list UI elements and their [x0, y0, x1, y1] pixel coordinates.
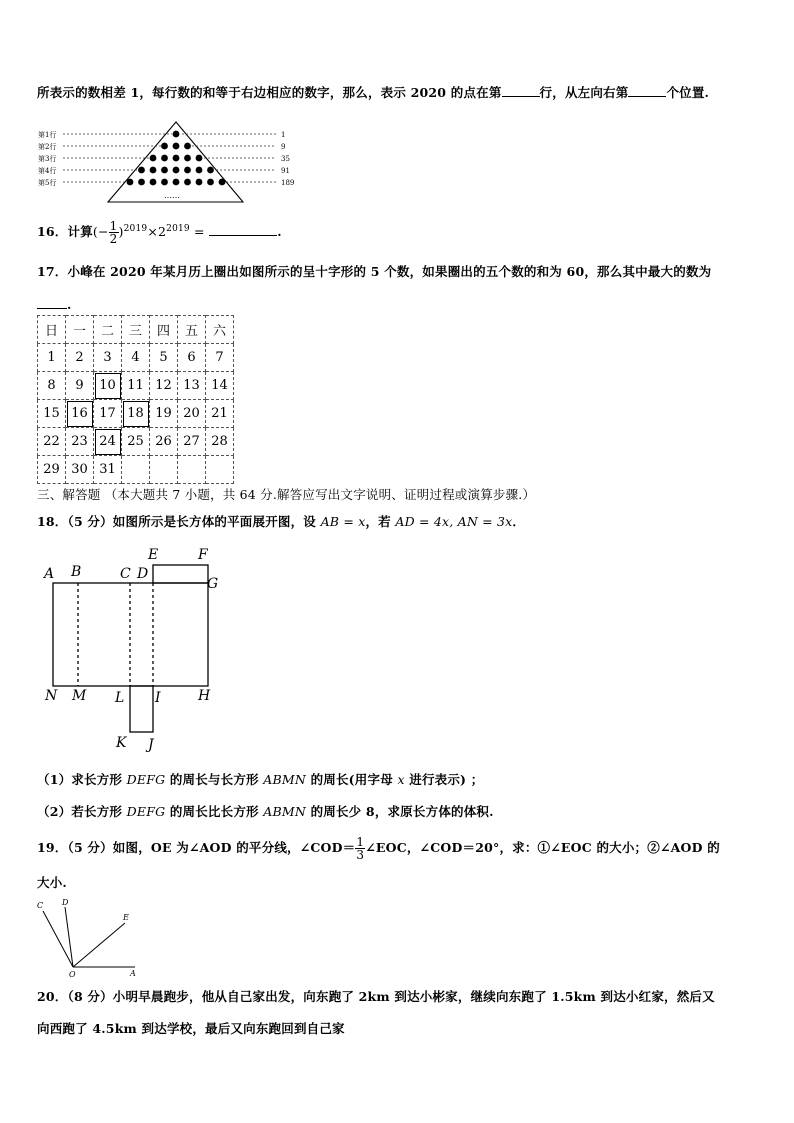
calendar-cell: 13	[178, 372, 206, 400]
q18-text: 18．（5 分）如图所示是长方体的平面展开图，设 AB = x，若 AD = 4x, AN = 3x．	[37, 514, 526, 529]
calendar-row	[38, 400, 234, 428]
calendar-cell-circled: 18	[122, 400, 150, 428]
q15-blank-row[interactable]	[502, 84, 540, 97]
row-label-2: 第2行	[38, 143, 57, 151]
triangle-dot	[184, 155, 191, 162]
calendar-cell: 27	[178, 428, 206, 456]
triangle-dot	[184, 143, 191, 150]
q16-expr-open: (−	[92, 224, 109, 239]
svg-text:E: E	[123, 913, 129, 922]
calendar-cell: 29	[38, 456, 66, 484]
net-top-face	[153, 565, 208, 583]
calendar-row	[38, 372, 234, 400]
calendar-cell: 21	[206, 400, 234, 428]
calendar-header-cell: 六	[206, 316, 234, 344]
q18-part1: （1）求长方形 DEFG 的周长与长方形 ABMN 的周长(用字母 x 进行表示) ；	[37, 772, 484, 787]
triangle-dot	[138, 179, 145, 186]
triangle-dot	[138, 167, 145, 174]
svg-text:B: B	[71, 564, 82, 580]
q19-text: 19．（5 分）如图，OE 为∠AOD 的平分线，∠COD＝ $\frac{1}{3}$ ∠EOC，∠COD＝20°，求：①∠EOC 的大小；②∠AOD 的	[37, 835, 720, 862]
q16-exp1: 2019	[123, 223, 148, 234]
calendar-cell: 7	[206, 344, 234, 372]
q17-answer: .	[37, 296, 72, 312]
svg-text:A: A	[44, 566, 55, 582]
q20-line2: 向西跑了 4.5km 到达学校，最后又向东跑回到自己家	[37, 1021, 345, 1036]
q16-exp2: 2019	[166, 223, 190, 234]
calendar-cell: 5	[150, 344, 178, 372]
calendar-header-cell: 一	[66, 316, 94, 344]
q19-angle-figure	[35, 897, 145, 979]
q18-net-figure	[40, 540, 240, 755]
triangle-dot	[161, 167, 168, 174]
calendar-cell-circled: 24	[94, 428, 122, 456]
calendar-cell: 12	[150, 372, 178, 400]
calendar-cell: 28	[206, 428, 234, 456]
triangle-dot	[173, 179, 180, 186]
svg-text:L: L	[115, 690, 125, 706]
calendar-header-cell: 日	[38, 316, 66, 344]
row-label-5: 第5行	[38, 179, 57, 187]
triangle-dot	[173, 131, 180, 138]
triangle-dot	[173, 167, 180, 174]
q15-blank-position[interactable]	[628, 84, 666, 97]
row-sum-3: 35	[281, 155, 290, 163]
svg-text:D: D	[62, 898, 69, 907]
calendar-cell: 8	[38, 372, 66, 400]
triangle-dot	[219, 179, 226, 186]
calendar-cell-circled: 16	[66, 400, 94, 428]
triangle-dot	[184, 179, 191, 186]
triangle-dot	[207, 167, 214, 174]
svg-text:C: C	[37, 901, 44, 910]
svg-text:M: M	[72, 688, 87, 704]
q16-label: 16．计算	[37, 224, 93, 239]
calendar-cell: 17	[94, 400, 122, 428]
calendar-cell: 1	[38, 344, 66, 372]
net-bottom-face	[130, 686, 153, 732]
q16-answer-blank[interactable]	[209, 223, 277, 236]
calendar-row	[38, 344, 234, 372]
triangle-dot	[161, 143, 168, 150]
row-sum-2: 9	[281, 143, 286, 151]
calendar-cell: 22	[38, 428, 66, 456]
triangle-dot	[207, 179, 214, 186]
triangle-dot	[196, 155, 203, 162]
triangle-dot	[196, 179, 203, 186]
calendar-row	[38, 428, 234, 456]
row-sum-5: 189	[281, 179, 295, 187]
calendar-cell: 23	[66, 428, 94, 456]
svg-text:E: E	[148, 547, 159, 563]
q16-times: ×2	[147, 224, 167, 239]
q20-line1: 20．（8 分）小明早晨跑步，他从自己家出发，向东跑了 2km 到达小彬家，继续向东跑了 1.5km 到达小红家，然后又	[37, 989, 715, 1004]
calendar-table	[37, 315, 234, 484]
q15-text-a: 所表示的数相差 1，每行数的和等于右边相应的数字，那么，表示 2020 的点在第	[37, 85, 502, 100]
calendar-cell-circled: 10	[94, 372, 122, 400]
calendar-cell: 4	[122, 344, 150, 372]
triangle-dot	[150, 179, 157, 186]
q15-text-c: 个位置.	[666, 85, 710, 100]
calendar-header-cell: 二	[94, 316, 122, 344]
calendar-cell: 31	[94, 456, 122, 484]
calendar-cell	[206, 456, 234, 484]
svg-text:J: J	[148, 737, 154, 753]
row-label-3: 第3行	[38, 155, 57, 163]
q15-triangle-figure	[36, 120, 306, 210]
q19-text-cont: 大小.	[37, 875, 67, 890]
calendar-cell: 9	[66, 372, 94, 400]
calendar-cell: 15	[38, 400, 66, 428]
q17-answer-blank[interactable]	[37, 296, 67, 309]
q16-end: .	[277, 224, 282, 239]
svg-text:N: N	[45, 688, 58, 704]
calendar-cell: 25	[122, 428, 150, 456]
svg-text:O: O	[69, 970, 76, 979]
q19-fraction: $\frac{1}{3}$	[356, 835, 365, 862]
triangle-dot	[161, 179, 168, 186]
row-label-4: 第4行	[38, 167, 57, 175]
calendar-header-cell: 四	[150, 316, 178, 344]
q16-fraction: $\frac{1}{2}$	[109, 219, 118, 246]
svg-text:A: A	[130, 969, 136, 978]
q18-part2: （2）若长方形 DEFG 的周长比长方形 ABMN 的周长少 8，求原长方体的体积.	[37, 804, 494, 819]
triangle-dot	[173, 143, 180, 150]
triangle-dot	[127, 179, 134, 186]
row-label-1: 第1行	[38, 131, 57, 139]
triangle-dot	[150, 167, 157, 174]
continuation-dots: ……	[164, 191, 180, 200]
calendar-cell: 30	[66, 456, 94, 484]
calendar-cell	[178, 456, 206, 484]
q15-text-b: 行，从左向右第	[539, 85, 629, 100]
svg-text:F: F	[198, 547, 208, 563]
calendar-cell: 20	[178, 400, 206, 428]
svg-text:I: I	[155, 690, 161, 706]
svg-text:G: G	[207, 576, 219, 592]
row-sum-4: 91	[281, 167, 290, 175]
net-main-rect	[53, 583, 208, 686]
svg-text:C: C	[120, 566, 131, 582]
calendar-row	[38, 456, 234, 484]
section-3-heading: 三、解答题 （本大题共 7 小题，共 64 分.解答应写出文字说明、证明过程或演算步骤.）	[37, 487, 536, 502]
q17-text: 17．小峰在 2020 年某月历上圈出如图所示的呈十字形的 5 个数，如果圈出的五个数的和为 60，那么其中最大的数为	[37, 264, 712, 279]
svg-text:H: H	[198, 688, 211, 704]
triangle-dots	[127, 131, 226, 186]
q16-eq: =	[194, 224, 205, 239]
calendar-cell: 11	[122, 372, 150, 400]
row-sum-1: 1	[281, 131, 286, 139]
triangle-dot	[173, 155, 180, 162]
calendar-cell	[122, 456, 150, 484]
calendar-cell: 26	[150, 428, 178, 456]
calendar-cell: 2	[66, 344, 94, 372]
triangle-dot	[150, 155, 157, 162]
calendar-header-row	[38, 316, 234, 344]
calendar-cell: 14	[206, 372, 234, 400]
triangle-dot	[196, 167, 203, 174]
svg-text:D: D	[137, 566, 149, 582]
calendar-cell	[150, 456, 178, 484]
q16-text: 16．计算(− $\frac{1}{2}$ )$^{2019}\times 2^{2019}$ = .	[37, 219, 282, 246]
calendar-cell: 6	[178, 344, 206, 372]
calendar-cell: 19	[150, 400, 178, 428]
triangle-dot	[161, 155, 168, 162]
calendar-cell: 3	[94, 344, 122, 372]
q15-text	[37, 83, 709, 101]
triangle-dot	[184, 167, 191, 174]
svg-text:K: K	[116, 735, 127, 751]
calendar-header-cell: 三	[122, 316, 150, 344]
calendar-header-cell: 五	[178, 316, 206, 344]
